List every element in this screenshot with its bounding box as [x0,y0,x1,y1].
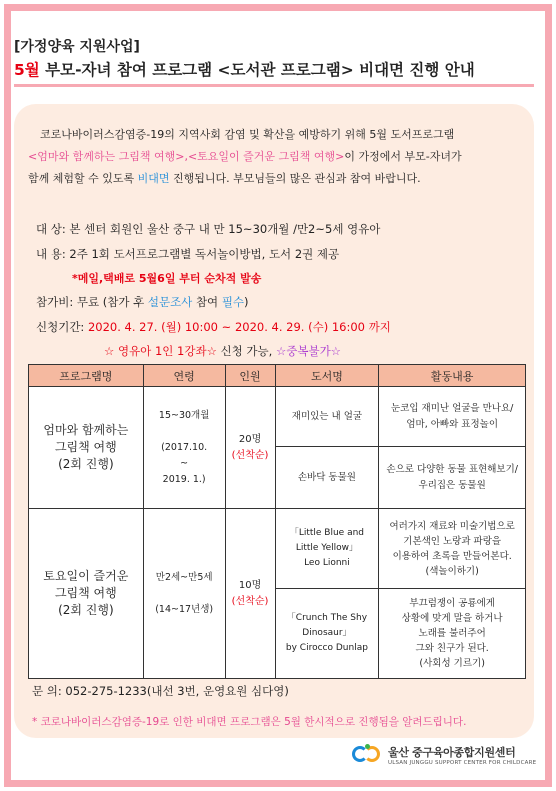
logo-name-en: ULSAN JUNGGU SUPPORT CENTER FOR CHILDCARE [388,760,537,766]
table-row [29,387,526,447]
intro-line-3-b: 진행됩니다. 부모님들의 많은 관심과 참여 바랍니다. [169,172,421,185]
info-target: 대 상: 본 센터 회원인 울산 중구 내 만 15~30개월 /만2~5세 영유아 [36,222,381,236]
limit-no-duplicate: ☆중복불가☆ [275,344,341,358]
program-count-2 [225,509,275,679]
book-activity: 손으로 다양한 동물 표현해보기/ 우리집은 동물원 [379,447,526,509]
intro-line-3 [28,168,528,190]
limit-one-class: ☆ 영유아 1인 1강좌☆ [104,344,217,358]
header-age: 연령 [143,365,225,387]
book-title: 손바닥 동물원 [275,447,379,509]
title-divider [14,84,534,87]
table-row [29,509,526,589]
period-value: 2020. 4. 27. (월) 10:00 ~ 2020. 4. 29. (수) 16:00 까지 [87,320,391,334]
intro-program-2: <토요일이 즐거운 그림책 여행> [187,150,345,163]
program-count-1 [225,387,275,509]
table-header-row [29,365,526,387]
page-title [14,58,475,80]
info-limit [104,343,341,359]
limit-text: 신청 가능, [216,344,276,358]
book-title: 「Little Blue and Little Yellow」 Leo Lionni [275,509,379,589]
book-activity: 여러가지 재료와 미술기법으로 기본색인 노랑과 파랑을 이용하여 초록을 만들어본다. (색놀이하기) [379,509,526,589]
header-activity: 활동내용 [379,365,526,387]
count-note: (선착순) [231,595,269,607]
title-text: 부모-자녀 참여 프로그램 <도서관 프로그램> 비대면 진행 안내 [39,61,475,79]
inquiry-contact: 문 의: 052-275-1233(내선 3번, 운영요원 심다영) [32,684,289,698]
fee-required: 필수 [221,295,245,309]
info-delivery-note: *메일,택배로 5월6일 부터 순차적 발송 [72,272,262,285]
count-value: 10명 [238,579,262,591]
header-book: 도서명 [275,365,379,387]
program-name-2: 토요일이 즐거운 그림책 여행 (2회 진행) [29,509,144,679]
intro-line-1: 코로나바이러스감염증-19의 지역사회 감염 및 확산을 예방하기 위해 5월 도서프로그램 [40,128,455,141]
logo-name-ko: 울산 중구육아종합지원센터 [388,746,516,759]
footnote: * 코로나바이러스감염증-19로 인한 비대면 프로그램은 5월 한시적으로 진행됨을 알려드립니다. [32,716,467,728]
fee-text-c: ) [244,295,249,309]
intro-line-2-rest: 이 가정에서 부모-자녀가 [344,150,462,163]
logo-icon [352,744,382,766]
info-fee [36,294,249,310]
program-age-1: 15~30개월 (2017.10. ~ 2019. 1.) [143,387,225,509]
intro-nonface: 비대면 [137,172,170,185]
header-count: 인원 [225,365,275,387]
header-program: 프로그램명 [29,365,144,387]
intro-comma: , [184,150,188,163]
book-title: 「Crunch The Shy Dinosaur」 by Cirocco Dunlap [275,589,379,679]
info-period [36,319,391,335]
fee-survey: 설문조사 [147,295,193,309]
count-value: 20명 [238,433,262,445]
intro-program-1: <엄마와 함께하는 그림책 여행> [28,150,185,163]
fee-text-b: 참여 [192,295,222,309]
period-label: 신청기간: [36,320,88,334]
program-name-1: 엄마와 함께하는 그림책 여행 (2회 진행) [29,387,144,509]
category-heading: [가정양육 지원사업] [14,39,140,55]
program-age-2: 만2세~만5세 (14~17년생) [143,509,225,679]
book-title: 재미있는 내 얼굴 [275,387,379,447]
fee-text-a: 참가비: 무료 (참가 후 [36,295,148,309]
title-month: 5월 [14,61,40,79]
program-table [28,364,526,679]
logo-text [388,744,536,766]
intro-line-3-a: 함께 체험할 수 있도록 [28,172,138,185]
info-content: 내 용: 2주 1회 도서프로그램별 독서놀이방법, 도서 2권 제공 [36,247,340,261]
center-logo [352,744,536,766]
book-activity: 눈코입 재미난 얼굴을 만나요/ 엄마, 아빠와 표정놀이 [379,387,526,447]
book-activity: 부끄럼쟁이 공룡에게 상황에 맞게 말을 하거나 노래를 불러주어 그와 친구가 된다. (사회성 기르기) [379,589,526,679]
count-note: (선착순) [231,449,269,461]
intro-paragraph [28,124,528,190]
intro-line-2 [28,146,528,168]
